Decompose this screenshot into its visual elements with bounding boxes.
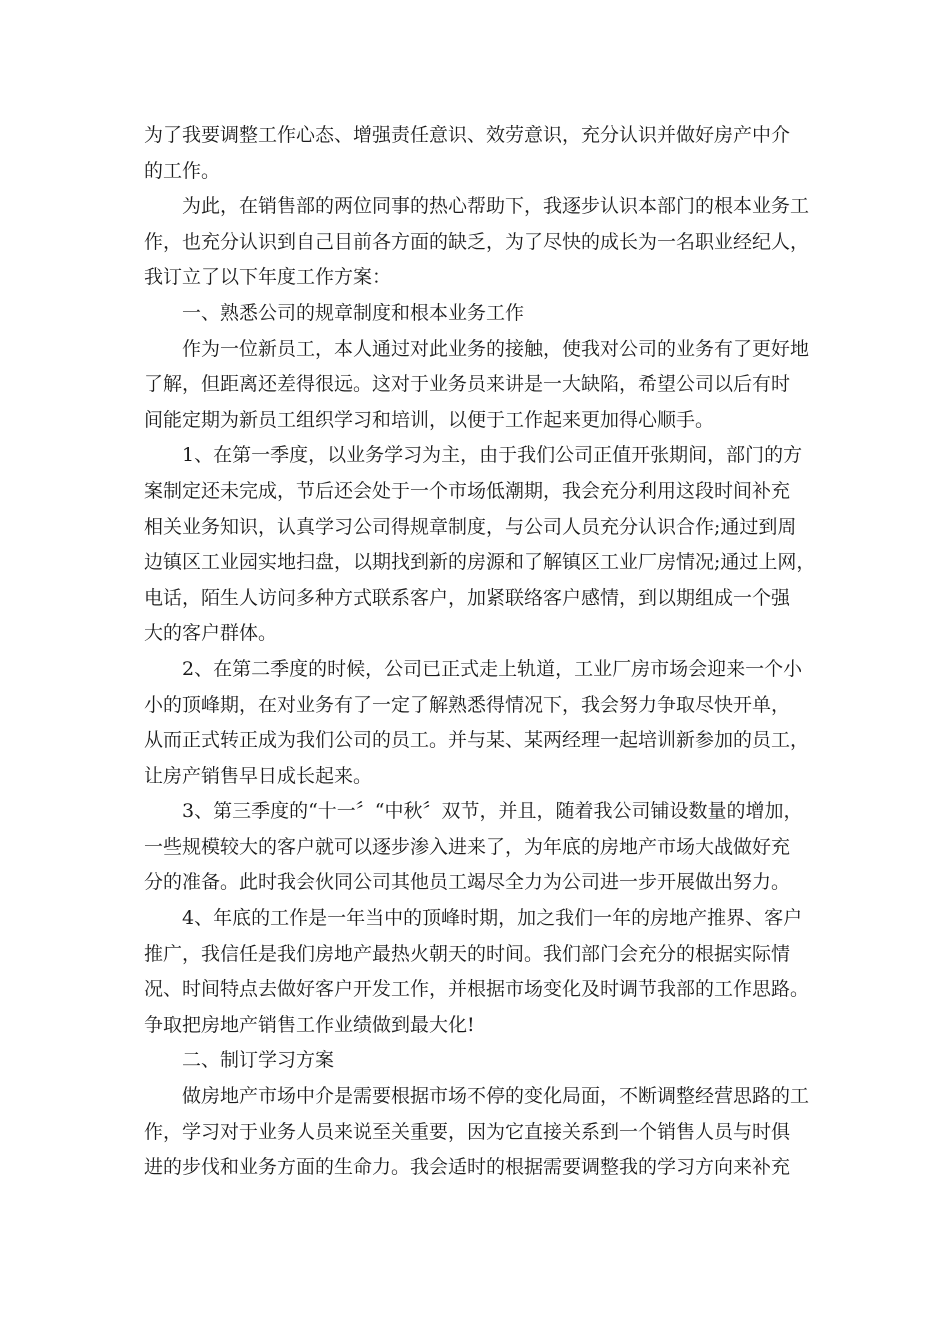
- text-line: 3、第三季度的“十一〞“中秋〞双节，并且，随着我公司铺设数量的增加，: [144, 800, 803, 823]
- text-line: 让房产销售早日成长起来。: [144, 764, 373, 787]
- text-line: 争取把房地产销售工作业绩做到最大化!: [144, 1013, 475, 1036]
- text-line: 间能定期为新员工组织学习和培训，以便于工作起来更加得心顺手。: [144, 408, 715, 431]
- text-line: 为此，在销售部的两位同事的热心帮助下，我逐步认识本部门的根本业务工: [144, 195, 810, 218]
- document-body: [144, 118, 824, 1186]
- text-line: 边镇区工业园实地扫盘，以期找到新的房源和了解镇区工业厂房情况;通过上网，: [144, 551, 816, 574]
- text-line: 作，也充分认识到自己目前各方面的缺乏，为了尽快的成长为一名职业经纪人，: [144, 230, 810, 253]
- text-line: 分的准备。此时我会伙同公司其他员工竭尽全力为公司进一步开展做出努力。: [144, 871, 791, 894]
- text-line: 4、年底的工作是一年当中的顶峰时期，加之我们一年的房地产推界、客户: [144, 907, 803, 930]
- section-heading: 一、熟悉公司的规章制度和根本业务工作: [144, 301, 525, 324]
- text-line: 大的客户群体。: [144, 622, 278, 645]
- text-line: 进的步伐和业务方面的生命力。我会适时的根据需要调整我的学习方向来补充: [144, 1156, 791, 1179]
- text-line: 做房地产市场中介是需要根据市场不停的变化局面，不断调整经营思路的工: [144, 1085, 810, 1108]
- text-line: 了解，但距离还差得很远。这对于业务员来讲是一大缺陷，希望公司以后有时: [144, 373, 791, 396]
- text-line: 作，学习对于业务人员来说至关重要，因为它直接关系到一个销售人员与时俱: [144, 1120, 791, 1143]
- text-line: 小的顶峰期，在对业务有了一定了解熟悉得情况下，我会努力争取尽快开单，: [144, 693, 791, 716]
- section-heading: 二、制订学习方案: [144, 1049, 335, 1072]
- text-line: 的工作。: [144, 159, 221, 182]
- text-line: 1、在第一季度，以业务学习为主，由于我们公司正值开张期间，部门的方: [144, 444, 803, 467]
- text-line: 推广，我信任是我们房地产最热火朝天的时间。我们部门会充分的根据实际情: [144, 942, 791, 965]
- text-line: 相关业务知识，认真学习公司得规章制度，与公司人员充分认识合作;通过到周: [144, 515, 797, 538]
- text-line: 况、时间特点去做好客户开发工作，并根据市场变化及时调节我部的工作思路。: [144, 978, 810, 1001]
- text-line: 作为一位新员工，本人通过对此业务的接触，使我对公司的业务有了更好地: [144, 337, 810, 360]
- text-line: 2、在第二季度的时候，公司已正式走上轨道，工业厂房市场会迎来一个小: [144, 657, 803, 680]
- text-line: 电话，陌生人访问多种方式联系客户，加紧联络客户感情，到以期组成一个强: [144, 586, 791, 609]
- text-line: 我订立了以下年度工作方案：: [144, 266, 392, 289]
- text-line: 为了我要调整工作心态、增强责任意识、效劳意识，充分认识并做好房产中介: [144, 124, 791, 146]
- text-line: 一些规模较大的客户就可以逐步渗入进来了，为年底的房地产市场大战做好充: [144, 835, 791, 858]
- text-line: 案制定还未完成，节后还会处于一个市场低潮期，我会充分利用这段时间补充: [144, 479, 791, 502]
- text-line: 从而正式转正成为我们公司的员工。并与某、某两经理一起培训新参加的员工，: [144, 729, 810, 752]
